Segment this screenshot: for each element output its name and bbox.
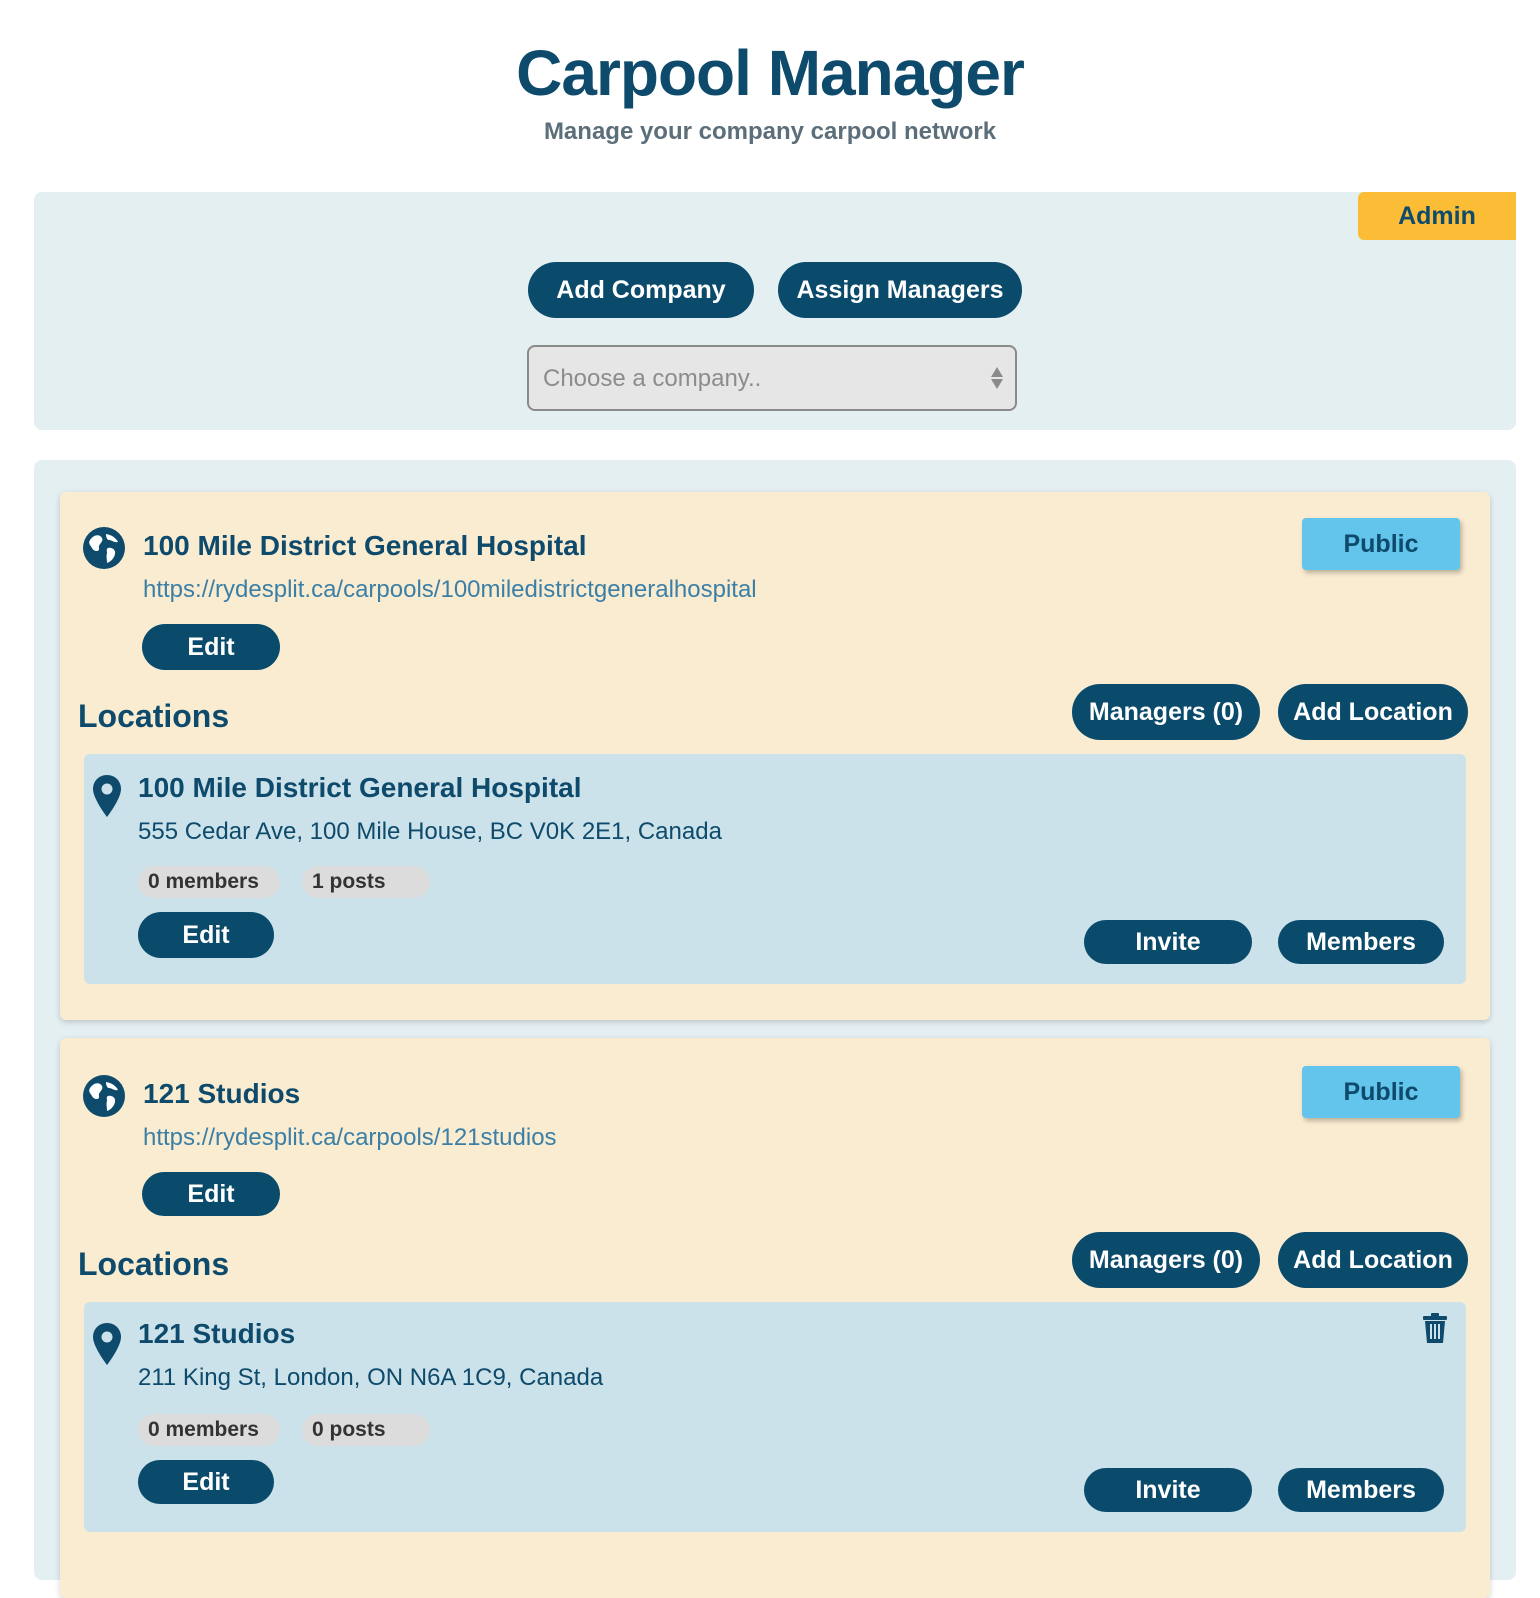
location-name: 100 Mile District General Hospital [138, 772, 582, 803]
map-pin-icon [92, 774, 122, 818]
select-arrows-icon [991, 365, 1005, 391]
company-select[interactable] [527, 345, 1017, 411]
company-list [34, 460, 1516, 1580]
admin-badge: Admin [1358, 192, 1516, 240]
members-button[interactable]: Members [1278, 1468, 1444, 1512]
location-name: 121 Studios [138, 1318, 296, 1349]
posts-count-badge: 1 posts [302, 866, 430, 898]
add-company-button[interactable]: Add Company [528, 262, 754, 318]
location-card [84, 754, 1466, 984]
locations-heading: Locations [78, 698, 230, 734]
location-card [84, 1302, 1466, 1532]
invite-button[interactable]: Invite [1084, 920, 1252, 964]
company-select-placeholder: Choose a company.. [543, 365, 762, 392]
edit-company-button[interactable]: Edit [142, 624, 280, 670]
globe-icon [82, 526, 126, 570]
managers-button[interactable]: Managers (0) [1072, 1232, 1260, 1288]
members-button[interactable]: Members [1278, 920, 1444, 964]
map-pin-icon [92, 1322, 122, 1366]
edit-company-button[interactable]: Edit [142, 1172, 280, 1216]
location-address: 211 King St, London, ON N6A 1C9, Canada [138, 1364, 604, 1391]
edit-location-button[interactable]: Edit [138, 1460, 274, 1504]
company-url[interactable]: https://rydesplit.ca/carpools/121studios [143, 1124, 557, 1151]
members-count-badge: 0 members [138, 866, 280, 898]
managers-button[interactable]: Managers (0) [1072, 684, 1260, 740]
assign-managers-button[interactable]: Assign Managers [778, 262, 1022, 318]
admin-panel [34, 192, 1516, 430]
globe-icon [82, 1074, 126, 1118]
locations-heading: Locations [78, 1246, 230, 1282]
add-location-button[interactable]: Add Location [1278, 1232, 1468, 1288]
company-url[interactable]: https://rydesplit.ca/carpools/100miledistrictgeneralhospital [143, 576, 757, 603]
page-title: Carpool Manager [516, 37, 1024, 109]
company-card [60, 492, 1490, 1020]
trash-icon[interactable] [1422, 1312, 1448, 1344]
edit-location-button[interactable]: Edit [138, 912, 274, 958]
add-location-button[interactable]: Add Location [1278, 684, 1468, 740]
visibility-toggle-button[interactable]: Public [1302, 1066, 1460, 1118]
location-address: 555 Cedar Ave, 100 Mile House, BC V0K 2E1, Canada [138, 818, 722, 845]
posts-count-badge: 0 posts [302, 1414, 430, 1446]
company-card [60, 1038, 1490, 1598]
members-count-badge: 0 members [138, 1414, 280, 1446]
visibility-toggle-button[interactable]: Public [1302, 518, 1460, 570]
invite-button[interactable]: Invite [1084, 1468, 1252, 1512]
company-name: 100 Mile District General Hospital [143, 530, 587, 561]
page-subtitle: Manage your company carpool network [543, 118, 997, 145]
company-name: 121 Studios [143, 1078, 301, 1109]
